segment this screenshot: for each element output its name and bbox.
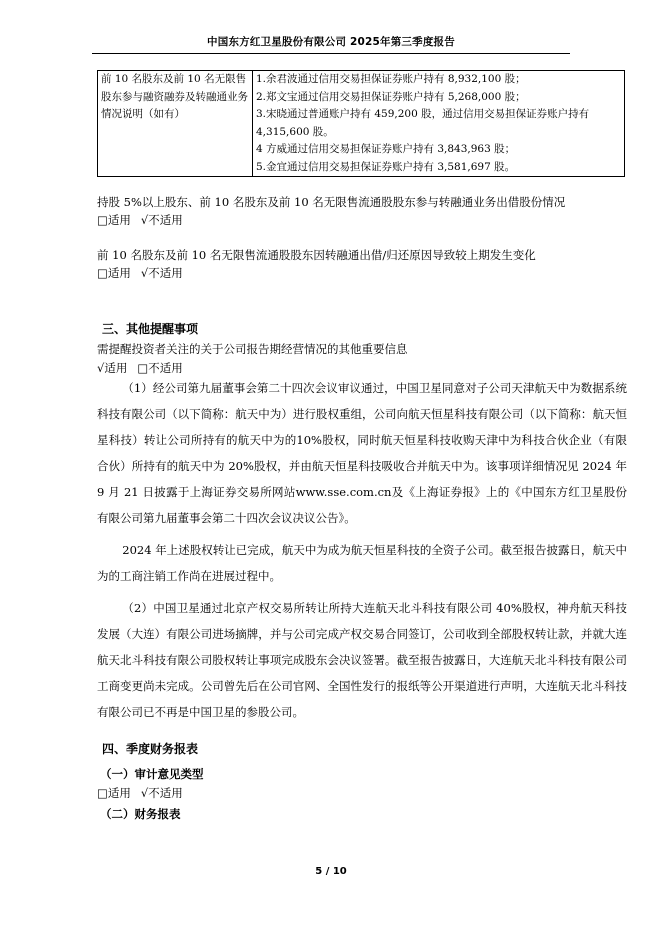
table-row	[98, 71, 625, 177]
applicable-checkbox: √适用	[97, 361, 128, 375]
header-rule	[92, 53, 570, 54]
applicable-checkbox: □适用	[97, 213, 131, 227]
not-applicable-checkbox: √不适用	[140, 786, 183, 800]
applicable-checkbox: □适用	[97, 266, 131, 280]
section3-options	[97, 360, 183, 376]
lending-notice-options	[97, 212, 183, 228]
financial-statements-heading: （二）财务报表	[100, 807, 181, 821]
paragraph-1: （1）经公司第九届董事会第二十四次会议审议通过，中国卫星同意对子公司天津航天中为数据系统科技有限公司（以下简称：航天中为）进行股权重组，公司向航天恒星科技有限公司（以下简称：航天恒星科技）转让公司所持有的航天中为的10%股权，同时航天恒星科技收购天津中为科技合伙企业（有限合伙）所持有的航天中为 20%股权，并由航天恒星科技吸收合并航天中为。该事项详细情况见 2024 年 9 月 21 日披露于上海证券交易所网站www.sse.com.cn及《上海证券报》上的《中国东方红卫星股份有限公司第九届董事会第二十四次会议决议公告》。	[97, 381, 627, 525]
page-header: 中国东方红卫星股份有限公司 2025年第三季度报告	[92, 34, 570, 54]
audit-opinion-options	[97, 785, 183, 801]
list-item: 3.宋晓通过普通账户持有 459,200 股，通过信用交易担保证券账户持有 4,315,600 股。	[256, 108, 590, 138]
list-item: 4 方威通过信用交易担保证券账户持有 3,843,963 股；	[256, 143, 516, 155]
section4-heading: 四、季度财务报表	[102, 742, 199, 756]
paragraph-3: （2）中国卫星通过北京产权交易所转让所持大连航天北斗科技有限公司 40%股权，神舟航天科技发展（大连）有限公司进场摘牌，并与公司完成产权交易合同签订，公司收到全部股权转让款，并就大连航天北斗科技有限公司股权转让事项完成股东会决议签署。截至报告披露日，大连航天北斗科技有限公司工商变更尚未完成。公司曾先后在公司官网、全国性发行的报纸等公开渠道进行声明，大连航天北斗科技有限公司已不再是中国卫星的参股公司。	[97, 601, 627, 719]
change-notice-options	[97, 265, 183, 281]
not-applicable-checkbox: √不适用	[140, 213, 183, 227]
section3-intro: 需提醒投资者关注的关于公司报告期经营情况的其他重要信息	[97, 342, 408, 356]
table-right-cell	[253, 71, 625, 177]
paragraph-2: 2024 年上述股权转让已完成，航天中为成为航天恒星科技的全资子公司。截至报告披露日，航天中为的工商注销工作尚在进展过程中。	[97, 543, 627, 583]
holders-margin-table	[97, 70, 625, 177]
lending-notice-title: 持股 5%以上股东、前 10 名股东及前 10 名无限售流通股股东参与转融通业务出借股份情况	[97, 195, 566, 209]
audit-opinion-heading: （一）审计意见类型	[100, 767, 204, 781]
list-item: 1.余君波通过信用交易担保证券账户持有 8,932,100 股；	[256, 73, 526, 85]
page-number: 5 / 10	[315, 866, 347, 877]
change-notice-title: 前 10 名股东及前 10 名无限售流通股股东因转融通出借/归还原因导致较上期发生变化	[97, 248, 536, 262]
table-left-label: 前 10 名股东及前 10 名无限售股东参与融资融券及转融通业务情况说明（如有）	[98, 71, 253, 177]
section3-body	[97, 375, 627, 725]
applicable-checkbox: □适用	[97, 786, 131, 800]
not-applicable-checkbox: □不适用	[137, 361, 183, 375]
not-applicable-checkbox: √不适用	[140, 266, 183, 280]
list-item: 2.郑文宝通过信用交易担保证券账户持有 5,268,000 股；	[256, 90, 526, 103]
list-item: 5.金宜通过信用交易担保证券账户持有 3,581,697 股。	[256, 160, 516, 173]
section3-heading: 三、其他提醒事项	[102, 322, 199, 336]
